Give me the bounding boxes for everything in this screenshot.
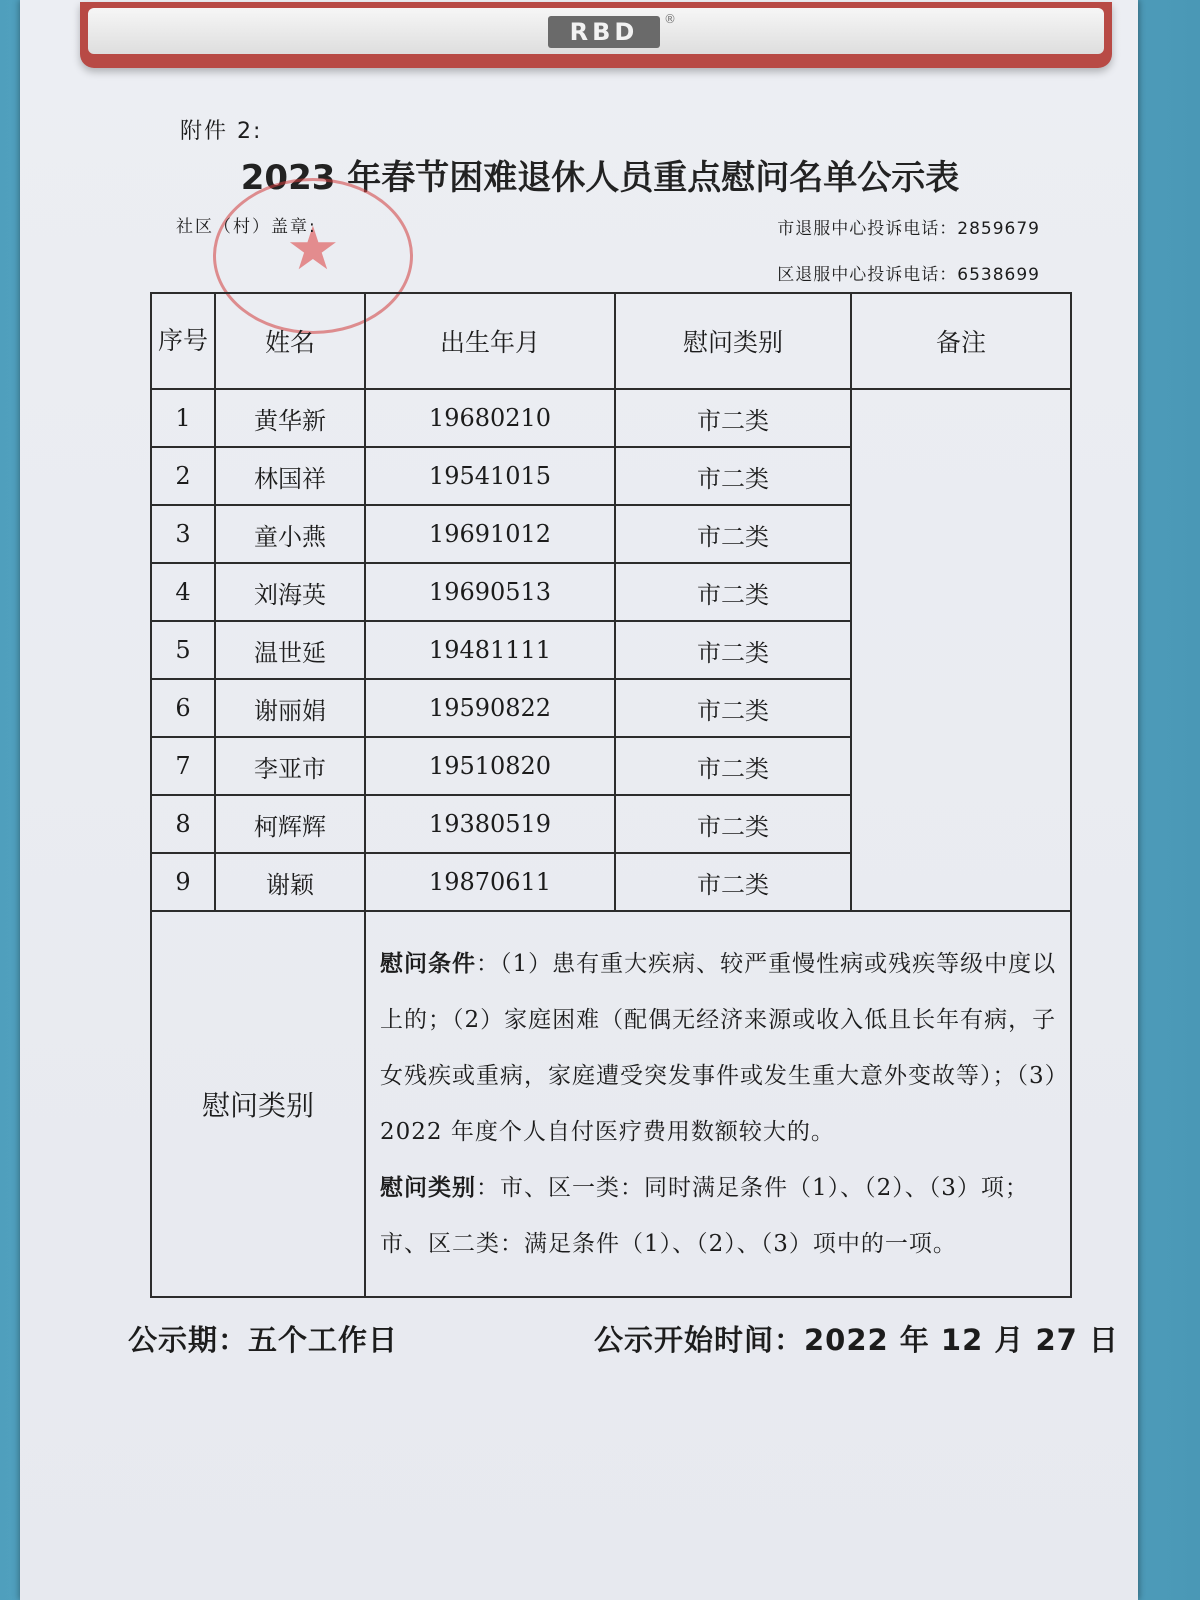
row-name: 黄华新	[215, 389, 365, 447]
types-label: 慰问类别	[380, 1175, 476, 1201]
brand-logo: RBD	[548, 16, 660, 48]
types-text: ：市、区一类：同时满足条件（1）、（2）、（3）项；市、区二类：满足条件（1）、（2）、（3）项中的一项。	[380, 1175, 1029, 1257]
annex-label: 附件 2:	[180, 119, 263, 144]
row-seq: 9	[151, 853, 215, 911]
criteria-title: 慰问类别	[151, 911, 365, 1297]
row-category: 市二类	[615, 447, 851, 505]
header-seq: 序号	[151, 293, 215, 389]
row-birth: 19590822	[365, 679, 615, 737]
row-birth: 19380519	[365, 795, 615, 853]
row-seq: 7	[151, 737, 215, 795]
relief-list-table	[150, 292, 1072, 1298]
row-birth: 19510820	[365, 737, 615, 795]
table-row	[151, 389, 1071, 447]
row-name: 柯辉辉	[215, 795, 365, 853]
criteria-row	[151, 911, 1071, 1297]
table-header-row	[151, 293, 1071, 389]
row-name: 温世延	[215, 621, 365, 679]
row-category: 市二类	[615, 853, 851, 911]
row-category: 市二类	[615, 563, 851, 621]
header-name: 姓名	[215, 293, 365, 389]
city-complaint-phone: 市退服中心投诉电话：2859679	[777, 219, 1040, 239]
row-seq: 1	[151, 389, 215, 447]
row-birth: 19680210	[365, 389, 615, 447]
publicity-start-date: 公示开始时间：2022 年 12 月 27 日	[594, 1323, 1119, 1357]
row-name: 谢丽娟	[215, 679, 365, 737]
row-name: 童小燕	[215, 505, 365, 563]
page-title: 2023 年春节困难退休人员重点慰问名单公示表	[240, 158, 960, 198]
conditions-label: 慰问条件	[380, 951, 476, 977]
stamp-label: 社区（村）盖章:	[176, 217, 317, 237]
row-category: 市二类	[615, 389, 851, 447]
registered-mark: ®	[664, 12, 676, 26]
row-seq: 6	[151, 679, 215, 737]
row-seq: 8	[151, 795, 215, 853]
row-birth: 19481111	[365, 621, 615, 679]
criteria-text	[365, 911, 1071, 1297]
row-birth: 19870611	[365, 853, 615, 911]
row-category: 市二类	[615, 795, 851, 853]
row-category: 市二类	[615, 505, 851, 563]
row-category: 市二类	[615, 679, 851, 737]
remark-cell	[851, 389, 1071, 911]
row-category: 市二类	[615, 737, 851, 795]
header-birth: 出生年月	[365, 293, 615, 389]
publicity-period: 公示期：五个工作日	[128, 1323, 399, 1357]
row-name: 林国祥	[215, 447, 365, 505]
row-birth: 19541015	[365, 447, 615, 505]
row-category: 市二类	[615, 621, 851, 679]
row-seq: 5	[151, 621, 215, 679]
row-birth: 19691012	[365, 505, 615, 563]
conditions-text: ：（1）患有重大疾病、较严重慢性病或残疾等级中度以上的；（2）家庭困难（配偶无经济来源或收入低且长年有病，子女残疾或重病，家庭遭受突发事件或发生重大意外变故等）；（3）2022 年度个人自付医疗费用数额较大的。	[380, 951, 1058, 1145]
clipboard-clip	[80, 2, 1112, 68]
seal-star-icon: ★	[286, 214, 340, 284]
header-remark: 备注	[851, 293, 1071, 389]
clip-plate	[88, 8, 1104, 54]
row-name: 刘海英	[215, 563, 365, 621]
row-birth: 19690513	[365, 563, 615, 621]
row-name: 李亚市	[215, 737, 365, 795]
row-seq: 2	[151, 447, 215, 505]
row-seq: 3	[151, 505, 215, 563]
district-complaint-phone: 区退服中心投诉电话：6538699	[777, 265, 1040, 285]
row-seq: 4	[151, 563, 215, 621]
header-category: 慰问类别	[615, 293, 851, 389]
row-name: 谢颖	[215, 853, 365, 911]
